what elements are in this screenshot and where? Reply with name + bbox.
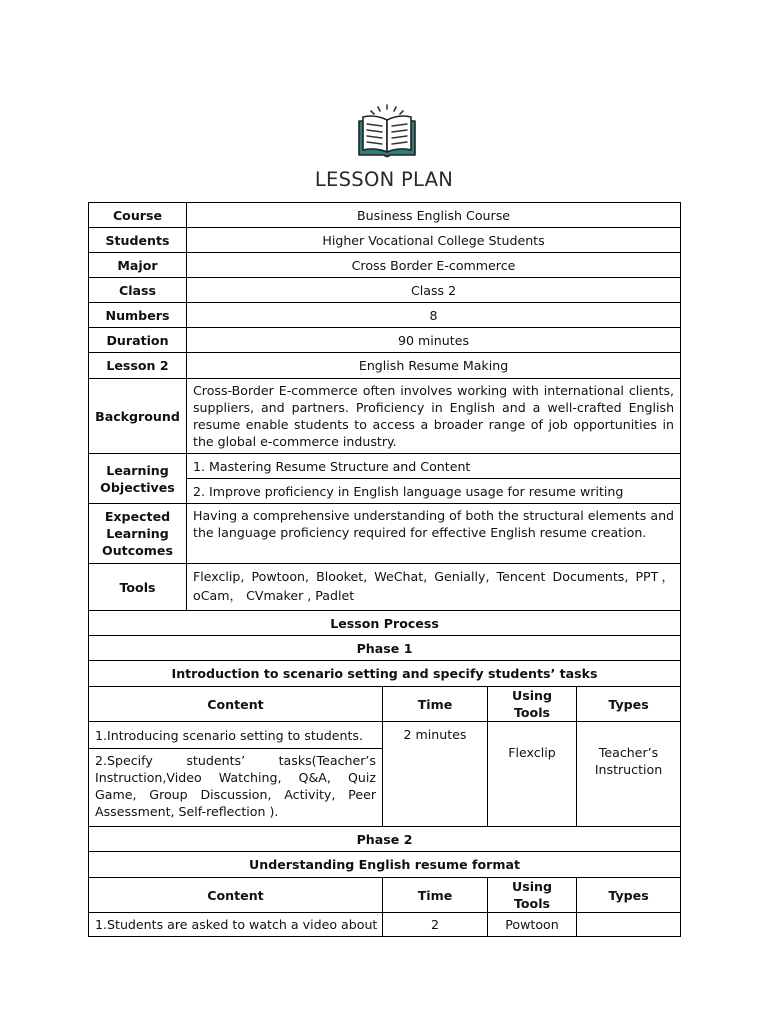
students-value: Higher Vocational College Students [187, 228, 681, 253]
phase2-types [577, 913, 681, 937]
phase1-row [89, 636, 681, 661]
lesson-value: English Resume Making [187, 353, 681, 379]
col-tools-header: Using Tools [488, 687, 577, 722]
numbers-row [89, 303, 681, 328]
lesson-process-row [89, 611, 681, 636]
page-title: LESSON PLAN [314, 168, 454, 191]
phase2-title: Understanding English resume format [89, 852, 681, 878]
phase1-label: Phase 1 [89, 636, 681, 661]
lesson-label: Lesson 2 [89, 353, 187, 379]
tools-value: Flexclip, Powtoon, Blooket, WeChat, Genially, Tencent Documents, PPT，oCam， CVmaker , Padlet [187, 564, 681, 611]
lesson-row [89, 353, 681, 379]
major-row [89, 253, 681, 278]
phase1-tools: Flexclip [488, 722, 577, 827]
course-label: Course [89, 203, 187, 228]
phase2-label: Phase 2 [89, 827, 681, 852]
class-row [89, 278, 681, 303]
tools-label: Tools [89, 564, 187, 611]
phase2-header-row [89, 878, 681, 913]
students-row [89, 228, 681, 253]
duration-value: 90 minutes [187, 328, 681, 353]
objectives-row-1 [89, 454, 681, 479]
phase2-title-row [89, 852, 681, 878]
col-content-header: Content [89, 687, 383, 722]
phase2-time: 2 [383, 913, 488, 937]
phase1-types: Teacher’s Instruction [577, 722, 681, 827]
col-types-header: Types [577, 878, 681, 913]
phase2-row [89, 827, 681, 852]
background-value: Cross-Border E-commerce often involves working with international clients, suppliers, and partners. Proficiency in English and a well-crafted English resume enable students to access a broader range of job opportunities in the global e-commerce industry. [187, 379, 681, 454]
phase1-title-row [89, 661, 681, 687]
objective-item: 1. Mastering Resume Structure and Content [187, 454, 681, 479]
col-time-header: Time [383, 687, 488, 722]
background-row [89, 379, 681, 454]
phase1-time: 2 minutes [383, 722, 488, 827]
lesson-process-heading: Lesson Process [89, 611, 681, 636]
outcomes-label: Expected Learning Outcomes [89, 504, 187, 564]
outcomes-row [89, 504, 681, 564]
phase1-row-1 [89, 722, 681, 749]
phase1-header-row [89, 687, 681, 722]
numbers-value: 8 [187, 303, 681, 328]
col-time-header: Time [383, 878, 488, 913]
course-row [89, 203, 681, 228]
phase2-content-1: 1.Students are asked to watch a video about [89, 913, 383, 937]
class-label: Class [89, 278, 187, 303]
tools-row [89, 564, 681, 611]
phase1-title: Introduction to scenario setting and specify students’ tasks [89, 661, 681, 687]
objective-item: 2. Improve proficiency in English language usage for resume writing [187, 479, 681, 504]
major-value: Cross Border E-commerce [187, 253, 681, 278]
phase1-content-1: 1.Introducing scenario setting to students. [89, 722, 383, 749]
col-content-header: Content [89, 878, 383, 913]
lesson-plan-table [88, 202, 681, 937]
duration-row [89, 328, 681, 353]
students-label: Students [89, 228, 187, 253]
phase2-row-1 [89, 913, 681, 937]
objectives-label: Learning Objectives [89, 454, 187, 504]
class-value: Class 2 [187, 278, 681, 303]
phase1-content-2: 2.Specify students’ tasks(Teacher’s Instruction,Video Watching, Q&A, Quiz Game, Group Discussion, Activity, Peer Assessment, Self-reflection ). [89, 749, 383, 827]
outcomes-value: Having a comprehensive understanding of both the structural elements and the language proficiency required for effective English resume creation. [187, 504, 681, 564]
major-label: Major [89, 253, 187, 278]
background-label: Background [89, 379, 187, 454]
phase2-tools: Powtoon [488, 913, 577, 937]
duration-label: Duration [89, 328, 187, 353]
col-types-header: Types [577, 687, 681, 722]
numbers-label: Numbers [89, 303, 187, 328]
col-tools-header: Using Tools [488, 878, 577, 913]
open-book-icon [356, 103, 418, 159]
course-value: Business English Course [187, 203, 681, 228]
